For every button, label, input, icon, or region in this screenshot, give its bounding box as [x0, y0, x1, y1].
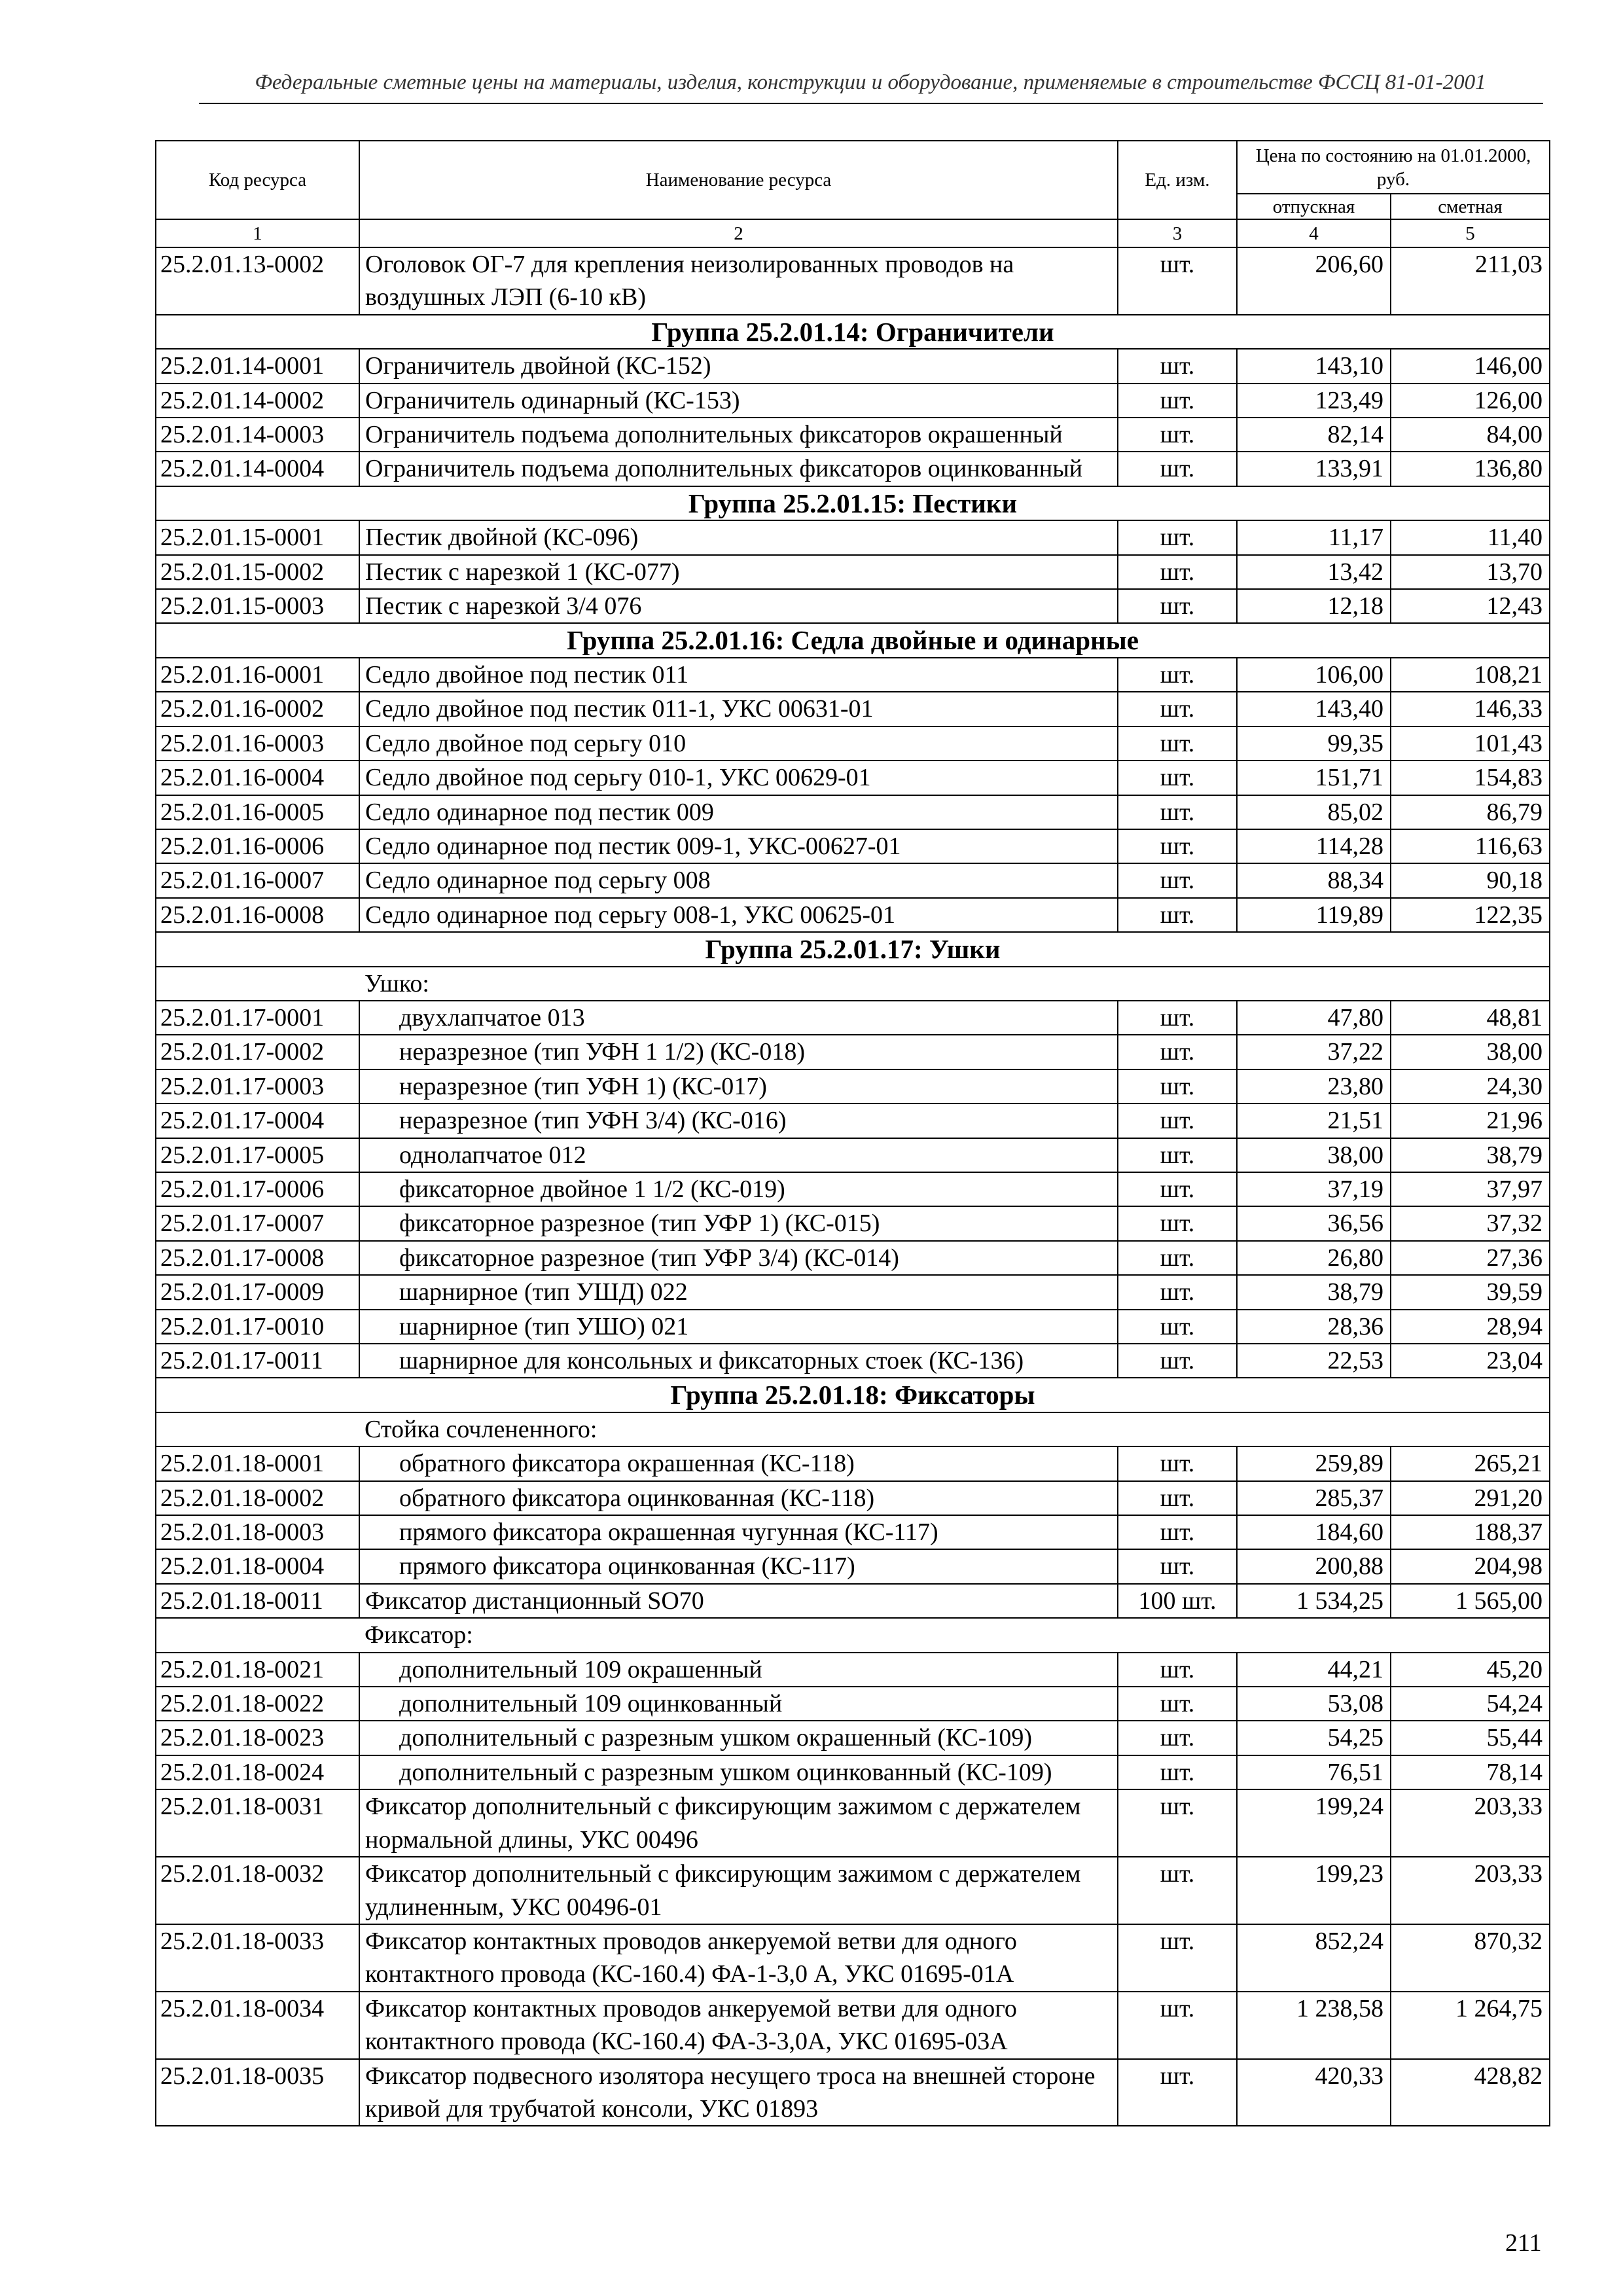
- resource-name: прямого фиксатора оцинкованная (КС-117): [359, 1549, 1118, 1583]
- resource-name: фиксаторное двойное 1 1/2 (КС-019): [359, 1172, 1118, 1206]
- resource-name: Пестик с нарезкой 1 (КС-077): [359, 555, 1118, 589]
- resource-name: Ограничитель одинарный (КС-153): [359, 384, 1118, 418]
- resource-code: 25.2.01.18-0023: [156, 1721, 359, 1755]
- resource-name: обратного фиксатора окрашенная (КС-118): [359, 1446, 1118, 1480]
- resource-code: 25.2.01.17-0011: [156, 1344, 359, 1378]
- resource-code: 25.2.01.17-0001: [156, 1001, 359, 1035]
- price-estimate: 12,43: [1391, 589, 1550, 623]
- header-price: Цена по состоянию на 01.01.2000, руб.: [1237, 141, 1550, 194]
- resource-code: 25.2.01.16-0004: [156, 761, 359, 795]
- resource-name: Седло одинарное под пестик 009: [359, 795, 1118, 829]
- unit: шт.: [1118, 1721, 1237, 1755]
- resource-name: фиксаторное разрезное (тип УФР 3/4) (КС-014): [359, 1241, 1118, 1275]
- unit: шт.: [1118, 863, 1237, 897]
- resource-name: двухлапчатое 013: [359, 1001, 1118, 1035]
- price-estimate: 204,98: [1391, 1549, 1550, 1583]
- table-row: [156, 1515, 1550, 1549]
- empty-cell: [156, 967, 359, 1001]
- header-unit: Ед. изм.: [1118, 141, 1237, 219]
- resource-name: Фиксатор контактных проводов анкеруемой ветви для одного контактного провода (КС-160.4) ФА-3-3,0А, УКС 01695-03А: [359, 1992, 1118, 2059]
- price-estimate: 154,83: [1391, 761, 1550, 795]
- table-row: [156, 658, 1550, 692]
- table-row: [156, 692, 1550, 726]
- price-estimate: 203,33: [1391, 1789, 1550, 1857]
- unit: шт.: [1118, 1069, 1237, 1103]
- table-row: [156, 1310, 1550, 1344]
- resource-code: 25.2.01.17-0005: [156, 1138, 359, 1172]
- unit: шт.: [1118, 692, 1237, 726]
- table-row: [156, 1755, 1550, 1789]
- price-release: 44,21: [1237, 1653, 1391, 1687]
- group-heading-row: [156, 315, 1550, 349]
- price-estimate: 37,97: [1391, 1172, 1550, 1206]
- resource-name: неразрезное (тип УФН 3/4) (КС-016): [359, 1103, 1118, 1138]
- table-row: [156, 829, 1550, 863]
- group-heading-row: [156, 932, 1550, 966]
- resource-code: 25.2.01.18-0032: [156, 1857, 359, 1924]
- resource-name: дополнительный с разрезным ушком оцинкованный (КС-109): [359, 1755, 1118, 1789]
- price-estimate: 90,18: [1391, 863, 1550, 897]
- resource-code: 25.2.01.18-0004: [156, 1549, 359, 1583]
- resource-name: неразрезное (тип УФН 1 1/2) (КС-018): [359, 1035, 1118, 1069]
- resource-code: 25.2.01.18-0035: [156, 2059, 359, 2126]
- price-estimate: 55,44: [1391, 1721, 1550, 1755]
- col-number: 4: [1237, 219, 1391, 247]
- price-estimate: 146,33: [1391, 692, 1550, 726]
- table-row: [156, 247, 1550, 315]
- header-price-estimate: сметная: [1391, 194, 1550, 219]
- unit: шт.: [1118, 2059, 1237, 2126]
- price-table: [155, 140, 1550, 2126]
- resource-name: Седло одинарное под пестик 009-1, УКС-00627-01: [359, 829, 1118, 863]
- table-row: [156, 1069, 1550, 1103]
- unit: шт.: [1118, 1924, 1237, 1992]
- unit: 100 шт.: [1118, 1584, 1237, 1618]
- unit: шт.: [1118, 247, 1237, 315]
- price-release: 54,25: [1237, 1721, 1391, 1755]
- table-row: [156, 1653, 1550, 1687]
- unit: шт.: [1118, 1138, 1237, 1172]
- price-estimate: 188,37: [1391, 1515, 1550, 1549]
- table-row: [156, 1344, 1550, 1378]
- price-release: 38,00: [1237, 1138, 1391, 1172]
- resource-code: 25.2.01.16-0005: [156, 795, 359, 829]
- resource-code: 25.2.01.18-0011: [156, 1584, 359, 1618]
- col-number: 1: [156, 219, 359, 247]
- unit: шт.: [1118, 1241, 1237, 1275]
- price-estimate: 1 264,75: [1391, 1992, 1550, 2059]
- table-row: [156, 1275, 1550, 1309]
- table-row: [156, 520, 1550, 554]
- unit: шт.: [1118, 1653, 1237, 1687]
- resource-code: 25.2.01.16-0002: [156, 692, 359, 726]
- price-release: 420,33: [1237, 2059, 1391, 2126]
- resource-code: 25.2.01.17-0004: [156, 1103, 359, 1138]
- price-release: 85,02: [1237, 795, 1391, 829]
- group-title: Группа 25.2.01.17: Ушки: [156, 932, 1550, 966]
- header-code: Код ресурса: [156, 141, 359, 219]
- table-row: [156, 1789, 1550, 1857]
- price-release: 76,51: [1237, 1755, 1391, 1789]
- table-row: [156, 1992, 1550, 2059]
- price-release: 82,14: [1237, 418, 1391, 452]
- subheading-row: [156, 1618, 1550, 1652]
- header-name: Наименование ресурса: [359, 141, 1118, 219]
- empty-cell: [156, 1618, 359, 1652]
- price-estimate: 13,70: [1391, 555, 1550, 589]
- resource-code: 25.2.01.18-0001: [156, 1446, 359, 1480]
- resource-name: Оголовок ОГ-7 для крепления неизолированных проводов на воздушных ЛЭП (6-10 кВ): [359, 247, 1118, 315]
- price-estimate: 203,33: [1391, 1857, 1550, 1924]
- price-estimate: 1 565,00: [1391, 1584, 1550, 1618]
- price-estimate: 108,21: [1391, 658, 1550, 692]
- table-body: [156, 247, 1550, 2126]
- unit: шт.: [1118, 555, 1237, 589]
- unit: шт.: [1118, 418, 1237, 452]
- table-row: [156, 1172, 1550, 1206]
- price-release: 151,71: [1237, 761, 1391, 795]
- price-release: 143,40: [1237, 692, 1391, 726]
- resource-code: 25.2.01.18-0022: [156, 1687, 359, 1721]
- header-price-release: отпускная: [1237, 194, 1391, 219]
- resource-code: 25.2.01.18-0021: [156, 1653, 359, 1687]
- unit: шт.: [1118, 1992, 1237, 2059]
- price-estimate: 84,00: [1391, 418, 1550, 452]
- resource-code: 25.2.01.14-0002: [156, 384, 359, 418]
- resource-code: 25.2.01.18-0002: [156, 1481, 359, 1515]
- price-release: 21,51: [1237, 1103, 1391, 1138]
- running-head: Федеральные сметные цены на материалы, изделия, конструкции и оборудование, применяемые в строительстве ФССЦ 81-01-2001: [255, 71, 1486, 94]
- subheading-text: Фиксатор:: [359, 1618, 1550, 1652]
- unit: шт.: [1118, 1310, 1237, 1344]
- table-row: [156, 726, 1550, 761]
- price-release: 133,91: [1237, 452, 1391, 486]
- resource-code: 25.2.01.18-0003: [156, 1515, 359, 1549]
- table-row: [156, 1721, 1550, 1755]
- price-release: 1 534,25: [1237, 1584, 1391, 1618]
- resource-code: 25.2.01.14-0001: [156, 349, 359, 383]
- resource-code: 25.2.01.15-0003: [156, 589, 359, 623]
- resource-code: 25.2.01.18-0024: [156, 1755, 359, 1789]
- price-estimate: 54,24: [1391, 1687, 1550, 1721]
- table-row: [156, 761, 1550, 795]
- unit: шт.: [1118, 1687, 1237, 1721]
- subheading-row: [156, 1412, 1550, 1446]
- price-estimate: 870,32: [1391, 1924, 1550, 1992]
- group-title: Группа 25.2.01.15: Пестики: [156, 486, 1550, 520]
- price-release: 199,24: [1237, 1789, 1391, 1857]
- price-estimate: 23,04: [1391, 1344, 1550, 1378]
- unit: шт.: [1118, 761, 1237, 795]
- unit: шт.: [1118, 349, 1237, 383]
- resource-code: 25.2.01.17-0009: [156, 1275, 359, 1309]
- price-release: 114,28: [1237, 829, 1391, 863]
- unit: шт.: [1118, 1789, 1237, 1857]
- unit: шт.: [1118, 384, 1237, 418]
- price-estimate: 38,00: [1391, 1035, 1550, 1069]
- table-row: [156, 1206, 1550, 1240]
- unit: шт.: [1118, 1172, 1237, 1206]
- resource-name: Пестик с нарезкой 3/4 076: [359, 589, 1118, 623]
- price-estimate: 11,40: [1391, 520, 1550, 554]
- price-release: 259,89: [1237, 1446, 1391, 1480]
- price-release: 38,79: [1237, 1275, 1391, 1309]
- unit: шт.: [1118, 1103, 1237, 1138]
- resource-name: Седло одинарное под серьгу 008-1, УКС 00625-01: [359, 898, 1118, 932]
- price-release: 123,49: [1237, 384, 1391, 418]
- resource-name: шарнирное для консольных и фиксаторных стоек (КС-136): [359, 1344, 1118, 1378]
- subheading-text: Ушко:: [359, 967, 1550, 1001]
- col-number: 2: [359, 219, 1118, 247]
- group-title: Группа 25.2.01.14: Ограничители: [156, 315, 1550, 349]
- resource-name: дополнительный 109 окрашенный: [359, 1653, 1118, 1687]
- resource-name: Ограничитель двойной (КС-152): [359, 349, 1118, 383]
- resource-code: 25.2.01.13-0002: [156, 247, 359, 315]
- price-release: 119,89: [1237, 898, 1391, 932]
- price-estimate: 146,00: [1391, 349, 1550, 383]
- resource-name: Фиксатор подвесного изолятора несущего троса на внешней стороне кривой для трубчатой консоли, УКС 01893: [359, 2059, 1118, 2126]
- resource-name: обратного фиксатора оцинкованная (КС-118): [359, 1481, 1118, 1515]
- resource-code: 25.2.01.18-0033: [156, 1924, 359, 1992]
- resource-name: Седло двойное под серьгу 010: [359, 726, 1118, 761]
- unit: шт.: [1118, 520, 1237, 554]
- price-release: 106,00: [1237, 658, 1391, 692]
- resource-code: 25.2.01.16-0007: [156, 863, 359, 897]
- subheading-row: [156, 967, 1550, 1001]
- price-release: 200,88: [1237, 1549, 1391, 1583]
- resource-code: 25.2.01.16-0003: [156, 726, 359, 761]
- price-release: 11,17: [1237, 520, 1391, 554]
- price-release: 26,80: [1237, 1241, 1391, 1275]
- resource-name: Седло двойное под пестик 011: [359, 658, 1118, 692]
- group-heading-row: [156, 623, 1550, 657]
- col-number: 3: [1118, 219, 1237, 247]
- subheading-text: Стойка сочлененного:: [359, 1412, 1550, 1446]
- resource-code: 25.2.01.16-0001: [156, 658, 359, 692]
- price-release: 206,60: [1237, 247, 1391, 315]
- price-release: 88,34: [1237, 863, 1391, 897]
- price-estimate: 428,82: [1391, 2059, 1550, 2126]
- price-release: 143,10: [1237, 349, 1391, 383]
- resource-code: 25.2.01.14-0003: [156, 418, 359, 452]
- group-heading-row: [156, 1378, 1550, 1412]
- table-row: [156, 1103, 1550, 1138]
- resource-name: фиксаторное разрезное (тип УФР 1) (КС-015): [359, 1206, 1118, 1240]
- price-release: 37,19: [1237, 1172, 1391, 1206]
- price-release: 22,53: [1237, 1344, 1391, 1378]
- resource-name: шарнирное (тип УШО) 021: [359, 1310, 1118, 1344]
- table-row: [156, 1687, 1550, 1721]
- empty-cell: [156, 1412, 359, 1446]
- price-release: 12,18: [1237, 589, 1391, 623]
- price-estimate: 291,20: [1391, 1481, 1550, 1515]
- price-estimate: 78,14: [1391, 1755, 1550, 1789]
- price-estimate: 39,59: [1391, 1275, 1550, 1309]
- table-row: [156, 1924, 1550, 1992]
- resource-name: Фиксатор дистанционный SO70: [359, 1584, 1118, 1618]
- table-row: [156, 384, 1550, 418]
- resource-code: 25.2.01.15-0002: [156, 555, 359, 589]
- unit: шт.: [1118, 1515, 1237, 1549]
- price-estimate: 265,21: [1391, 1446, 1550, 1480]
- resource-code: 25.2.01.16-0006: [156, 829, 359, 863]
- unit: шт.: [1118, 1755, 1237, 1789]
- table-row: [156, 795, 1550, 829]
- table-row: [156, 1481, 1550, 1515]
- price-estimate: 211,03: [1391, 247, 1550, 315]
- resource-code: 25.2.01.17-0008: [156, 1241, 359, 1275]
- table-row: [156, 418, 1550, 452]
- price-estimate: 101,43: [1391, 726, 1550, 761]
- resource-name: дополнительный с разрезным ушком окрашенный (КС-109): [359, 1721, 1118, 1755]
- page-number: 211: [1505, 2229, 1542, 2257]
- group-title: Группа 25.2.01.18: Фиксаторы: [156, 1378, 1550, 1412]
- price-release: 28,36: [1237, 1310, 1391, 1344]
- resource-name: шарнирное (тип УШД) 022: [359, 1275, 1118, 1309]
- price-release: 53,08: [1237, 1687, 1391, 1721]
- resource-code: 25.2.01.15-0001: [156, 520, 359, 554]
- price-release: 199,23: [1237, 1857, 1391, 1924]
- resource-code: 25.2.01.17-0003: [156, 1069, 359, 1103]
- price-release: 23,80: [1237, 1069, 1391, 1103]
- resource-name: дополнительный 109 оцинкованный: [359, 1687, 1118, 1721]
- price-release: 13,42: [1237, 555, 1391, 589]
- group-heading-row: [156, 486, 1550, 520]
- price-estimate: 136,80: [1391, 452, 1550, 486]
- table-row: [156, 863, 1550, 897]
- table-row: [156, 1138, 1550, 1172]
- price-estimate: 122,35: [1391, 898, 1550, 932]
- table-row: [156, 1035, 1550, 1069]
- resource-code: 25.2.01.17-0007: [156, 1206, 359, 1240]
- table-row: [156, 1241, 1550, 1275]
- resource-code: 25.2.01.16-0008: [156, 898, 359, 932]
- price-estimate: 24,30: [1391, 1069, 1550, 1103]
- table-row: [156, 1446, 1550, 1480]
- price-release: 47,80: [1237, 1001, 1391, 1035]
- resource-name: Седло одинарное под серьгу 008: [359, 863, 1118, 897]
- unit: шт.: [1118, 1549, 1237, 1583]
- unit: шт.: [1118, 1481, 1237, 1515]
- price-estimate: 86,79: [1391, 795, 1550, 829]
- resource-name: однолапчатое 012: [359, 1138, 1118, 1172]
- price-release: 37,22: [1237, 1035, 1391, 1069]
- table-row: [156, 555, 1550, 589]
- unit: шт.: [1118, 1035, 1237, 1069]
- price-estimate: 45,20: [1391, 1653, 1550, 1687]
- price-estimate: 37,32: [1391, 1206, 1550, 1240]
- table-row: [156, 2059, 1550, 2126]
- price-release: 99,35: [1237, 726, 1391, 761]
- resource-name: Ограничитель подъема дополнительных фиксаторов окрашенный: [359, 418, 1118, 452]
- resource-name: Седло двойное под серьгу 010-1, УКС 00629-01: [359, 761, 1118, 795]
- table-row: [156, 589, 1550, 623]
- table-row: [156, 1857, 1550, 1924]
- resource-name: Фиксатор дополнительный с фиксирующим зажимом с держателем нормальной длины, УКС 00496: [359, 1789, 1118, 1857]
- unit: шт.: [1118, 1206, 1237, 1240]
- resource-code: 25.2.01.18-0034: [156, 1992, 359, 2059]
- price-estimate: 116,63: [1391, 829, 1550, 863]
- resource-name: Ограничитель подъема дополнительных фиксаторов оцинкованный: [359, 452, 1118, 486]
- header-rule: [199, 103, 1543, 104]
- table-row: [156, 349, 1550, 383]
- resource-code: 25.2.01.17-0002: [156, 1035, 359, 1069]
- price-estimate: 126,00: [1391, 384, 1550, 418]
- unit: шт.: [1118, 1001, 1237, 1035]
- resource-code: 25.2.01.17-0006: [156, 1172, 359, 1206]
- price-estimate: 28,94: [1391, 1310, 1550, 1344]
- resource-name: прямого фиксатора окрашенная чугунная (КС-117): [359, 1515, 1118, 1549]
- unit: шт.: [1118, 452, 1237, 486]
- table-row: [156, 1001, 1550, 1035]
- price-release: 1 238,58: [1237, 1992, 1391, 2059]
- resource-code: 25.2.01.18-0031: [156, 1789, 359, 1857]
- price-estimate: 21,96: [1391, 1103, 1550, 1138]
- table-row: [156, 1549, 1550, 1583]
- table-row: [156, 1584, 1550, 1618]
- resource-name: Седло двойное под пестик 011-1, УКС 00631-01: [359, 692, 1118, 726]
- price-release: 852,24: [1237, 1924, 1391, 1992]
- resource-name: неразрезное (тип УФН 1) (КС-017): [359, 1069, 1118, 1103]
- resource-code: 25.2.01.17-0010: [156, 1310, 359, 1344]
- unit: шт.: [1118, 1275, 1237, 1309]
- unit: шт.: [1118, 898, 1237, 932]
- unit: шт.: [1118, 726, 1237, 761]
- unit: шт.: [1118, 658, 1237, 692]
- resource-code: 25.2.01.14-0004: [156, 452, 359, 486]
- table-row: [156, 898, 1550, 932]
- unit: шт.: [1118, 1857, 1237, 1924]
- price-estimate: 38,79: [1391, 1138, 1550, 1172]
- unit: шт.: [1118, 829, 1237, 863]
- resource-name: Фиксатор дополнительный с фиксирующим зажимом с держателем удлиненным, УКС 00496-01: [359, 1857, 1118, 1924]
- unit: шт.: [1118, 1344, 1237, 1378]
- price-estimate: 48,81: [1391, 1001, 1550, 1035]
- price-estimate: 27,36: [1391, 1241, 1550, 1275]
- group-title: Группа 25.2.01.16: Седла двойные и одинарные: [156, 623, 1550, 657]
- price-release: 285,37: [1237, 1481, 1391, 1515]
- resource-name: Фиксатор контактных проводов анкеруемой ветви для одного контактного провода (КС-160.4) ФА-1-3,0 А, УКС 01695-01А: [359, 1924, 1118, 1992]
- unit: шт.: [1118, 795, 1237, 829]
- price-release: 184,60: [1237, 1515, 1391, 1549]
- unit: шт.: [1118, 1446, 1237, 1480]
- resource-name: Пестик двойной (КС-096): [359, 520, 1118, 554]
- unit: шт.: [1118, 589, 1237, 623]
- price-release: 36,56: [1237, 1206, 1391, 1240]
- table-row: [156, 452, 1550, 486]
- col-number: 5: [1391, 219, 1550, 247]
